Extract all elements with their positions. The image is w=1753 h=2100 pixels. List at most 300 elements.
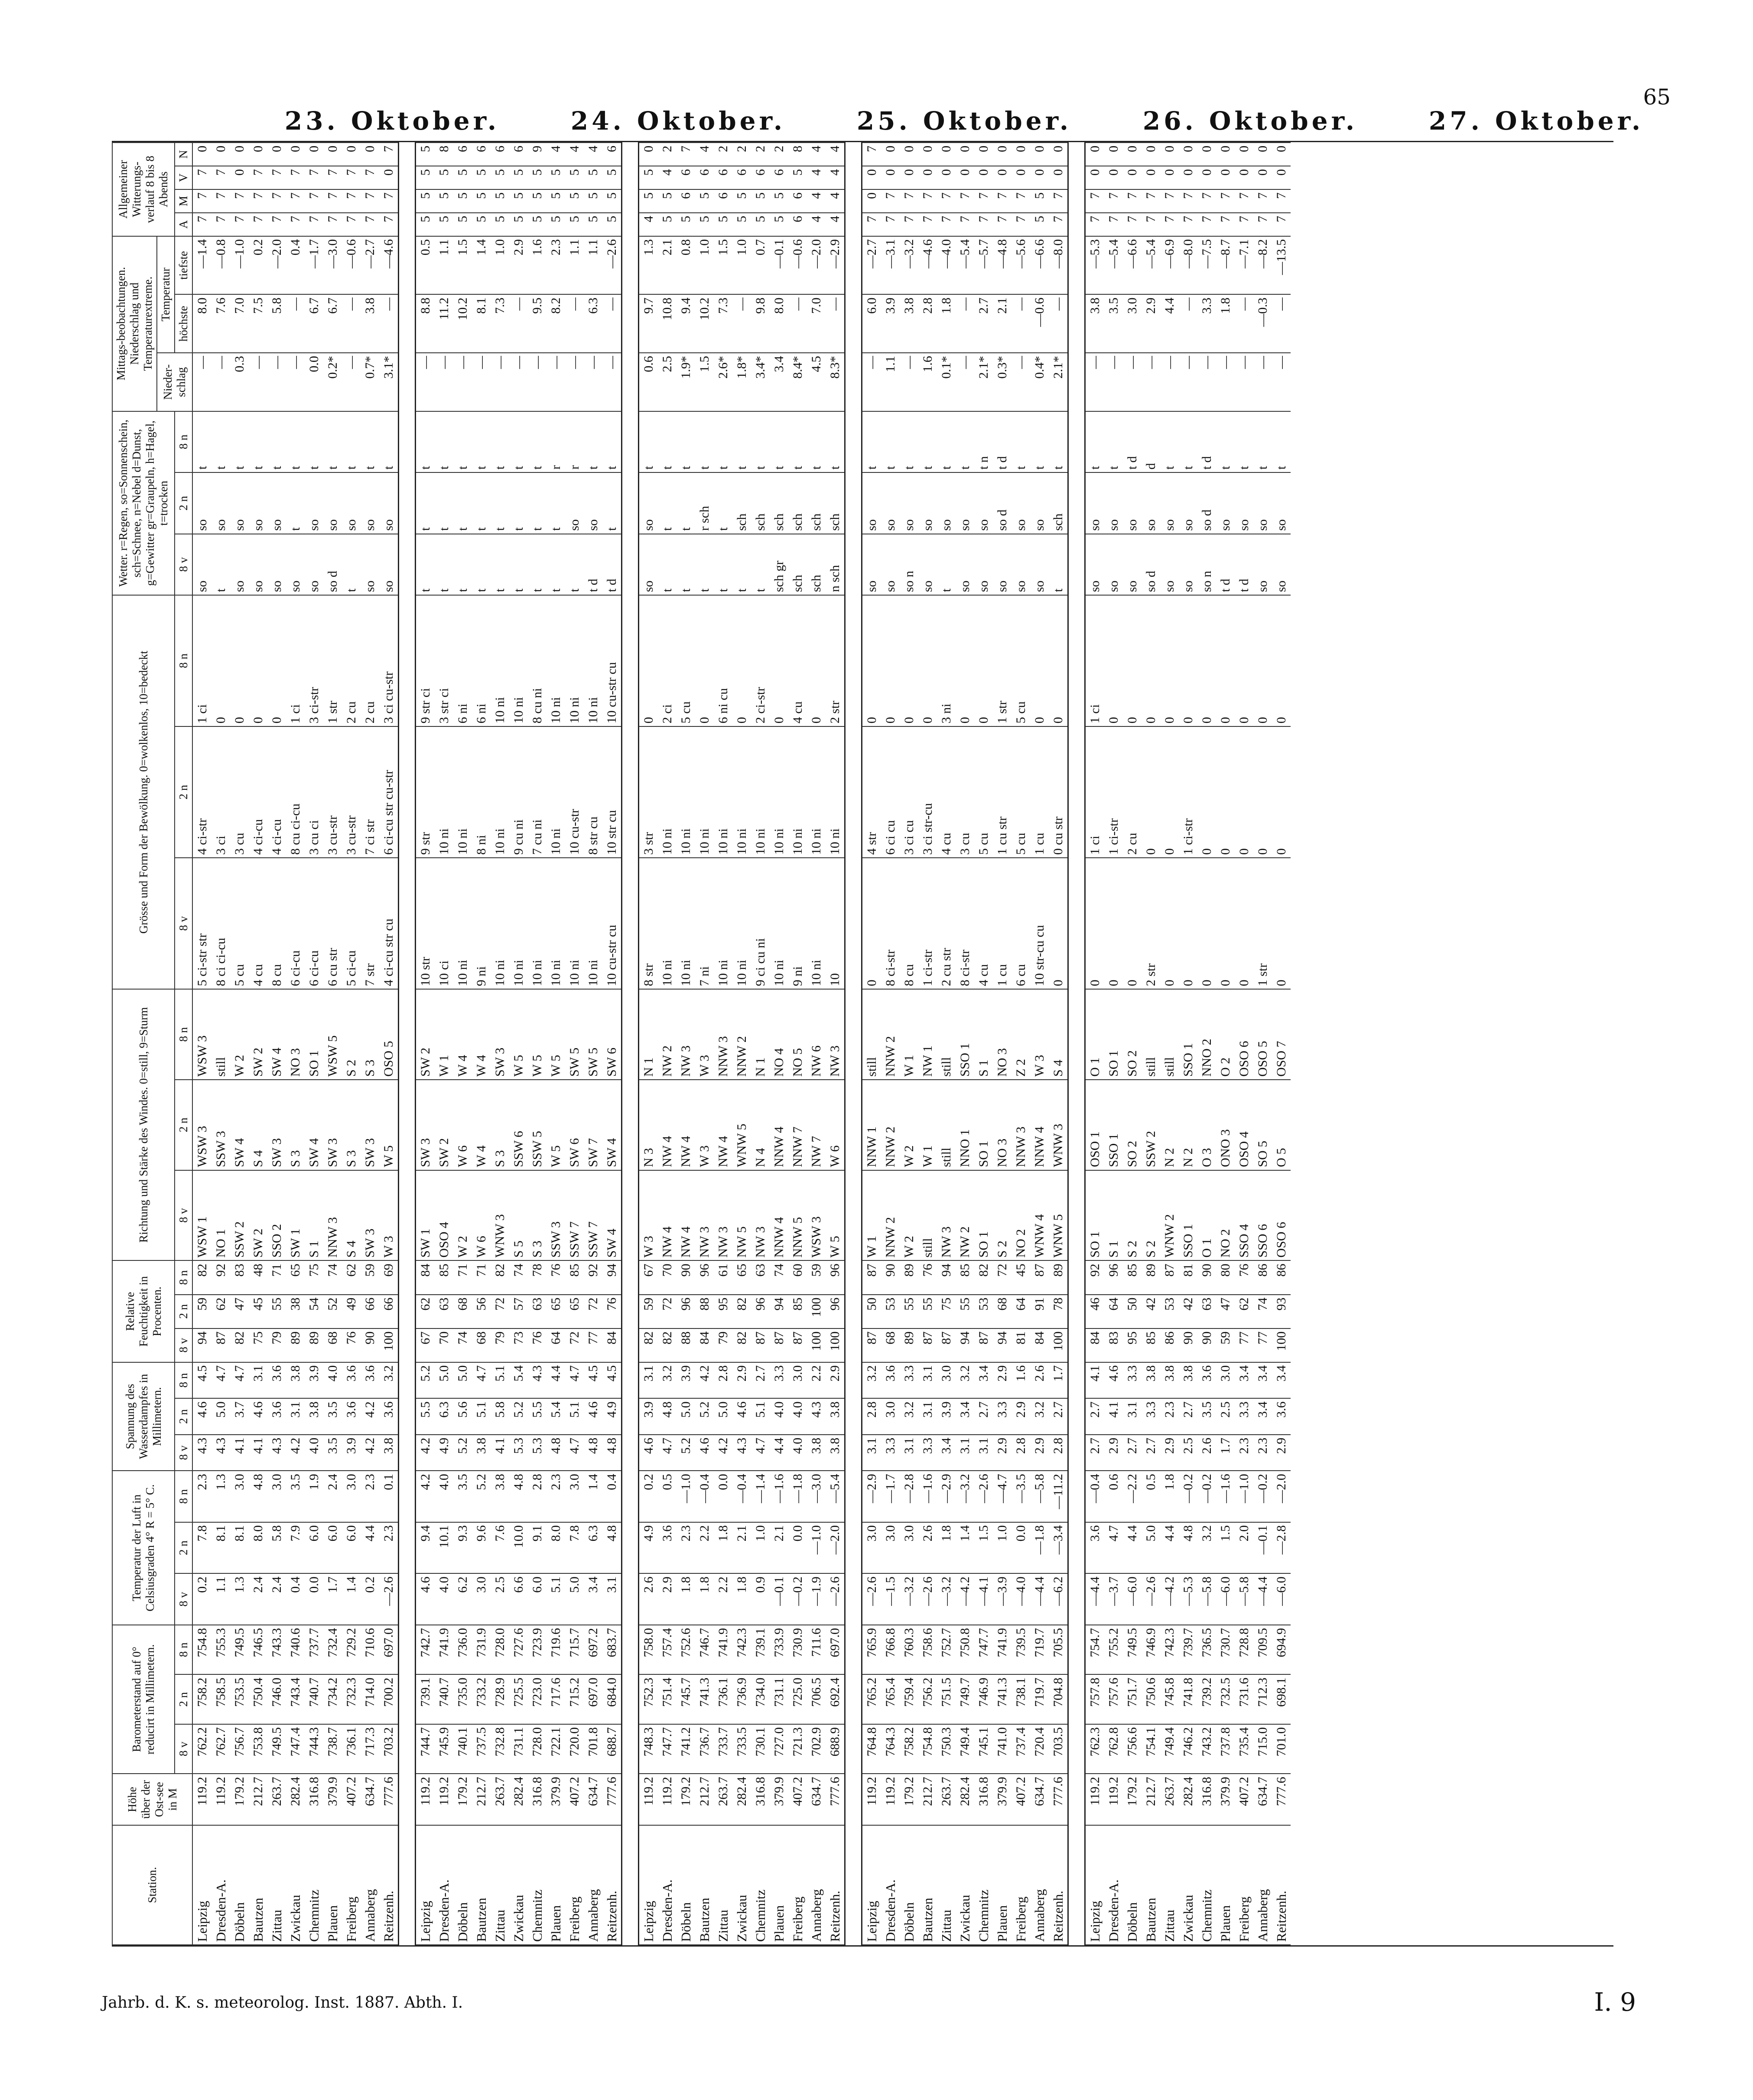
data-cell: 5 — [639, 166, 658, 189]
data-cell: 119.2 — [416, 1774, 435, 1825]
data-cell: 757.4 — [658, 1625, 676, 1675]
data-cell: 752.3 — [639, 1674, 658, 1724]
data-cell: 745.9 — [435, 1724, 453, 1774]
data-cell: 7 — [862, 213, 881, 236]
data-cell: 5 — [416, 166, 435, 189]
data-cell: 1.4 — [956, 1522, 974, 1574]
data-cell: 66 — [379, 1295, 399, 1328]
data-cell: 741.3 — [993, 1674, 1011, 1724]
data-cell: 7 — [286, 213, 305, 236]
data-cell: 0 — [900, 595, 918, 726]
data-cell: t — [676, 534, 695, 595]
data-cell: 733.5 — [732, 1724, 751, 1774]
data-cell: 0 — [1197, 858, 1216, 989]
header-temperatur-sub: Temperatur — [157, 236, 175, 353]
data-cell: t — [453, 472, 472, 534]
data-cell: —1.0 — [676, 1471, 695, 1522]
data-cell: 6 — [714, 189, 732, 213]
data-cell: 0.8 — [676, 236, 695, 295]
data-cell: 263.7 — [1160, 1774, 1179, 1825]
data-cell: 0 — [1142, 166, 1160, 189]
data-cell: 3.3 — [1142, 1398, 1160, 1435]
data-cell: NNW 4 — [1030, 1080, 1049, 1170]
data-cell: 6 ni — [453, 595, 472, 726]
data-cell: S 4 — [342, 1170, 361, 1261]
data-cell: 0 — [1179, 858, 1197, 989]
data-cell: 739.5 — [1011, 1625, 1030, 1675]
data-cell: 752.6 — [676, 1625, 695, 1675]
data-cell: 0 — [918, 166, 937, 189]
data-cell: 2.9 — [1104, 1435, 1123, 1471]
data-cell: 4 str — [862, 726, 881, 858]
data-cell: so — [565, 472, 584, 534]
data-cell: 2.1 — [658, 236, 676, 295]
table-row — [974, 143, 993, 1945]
data-cell: 119.2 — [639, 1774, 658, 1825]
data-cell: 4.6 — [639, 1435, 658, 1471]
data-cell: 0 — [1197, 143, 1216, 166]
data-cell: 2 — [770, 143, 788, 166]
data-cell: 94 — [770, 1295, 788, 1328]
data-cell: 5 — [528, 213, 546, 236]
table-row — [1104, 143, 1123, 1945]
data-cell: — — [286, 353, 305, 411]
data-cell: so — [937, 472, 956, 534]
data-cell: 697.0 — [826, 1625, 845, 1675]
data-cell: —6.0 — [1216, 1573, 1235, 1625]
data-cell: sch — [826, 472, 845, 534]
data-cell: 3.1 — [249, 1362, 267, 1399]
data-cell: 1.8 — [937, 294, 956, 353]
data-cell: — — [826, 294, 845, 353]
header-time: 8 n — [175, 595, 192, 726]
data-cell: 2.9 — [732, 1362, 751, 1399]
data-cell: 0 — [1049, 143, 1068, 166]
table-row — [267, 143, 286, 1945]
data-cell: 634.7 — [361, 1774, 379, 1825]
data-cell: — — [286, 294, 305, 353]
data-cell: t — [491, 411, 509, 472]
data-cell: — — [900, 353, 918, 411]
data-cell: 282.4 — [956, 1774, 974, 1825]
data-cell: 756.6 — [1123, 1724, 1142, 1774]
data-cell: so n — [900, 534, 918, 595]
data-cell: 1 ci — [1085, 726, 1105, 858]
data-cell: 5 — [565, 189, 584, 213]
data-cell: — — [565, 294, 584, 353]
table-row — [416, 143, 435, 1945]
data-cell: 3.4 — [974, 1362, 993, 1399]
data-cell: 92 — [211, 1260, 230, 1294]
data-cell: 0 — [1030, 166, 1049, 189]
separator-cell — [399, 143, 416, 1945]
data-cell: 2.7 — [751, 1362, 770, 1399]
data-cell: 0 — [379, 166, 399, 189]
data-cell: 2.4 — [323, 1471, 342, 1522]
data-cell: 740.7 — [305, 1674, 323, 1724]
header-witterung-a: A — [175, 213, 192, 236]
data-cell: 6.0 — [862, 294, 881, 353]
data-cell: 86 — [1253, 1260, 1272, 1294]
data-cell: 62 — [416, 1295, 435, 1328]
data-cell: 6 — [676, 166, 695, 189]
data-cell: 282.4 — [286, 1774, 305, 1825]
data-cell: — — [565, 353, 584, 411]
data-cell: 5.0 — [565, 1573, 584, 1625]
data-cell: SSO 1 — [1104, 1080, 1123, 1170]
data-cell: 730.1 — [751, 1724, 770, 1774]
data-cell: t — [509, 534, 528, 595]
table-row — [565, 143, 584, 1945]
data-cell: 7 — [1235, 189, 1253, 213]
data-cell: 748.3 — [639, 1724, 658, 1774]
data-cell: 7 — [267, 166, 286, 189]
data-cell: 3.0 — [862, 1522, 881, 1574]
data-cell: 72 — [565, 1328, 584, 1362]
data-cell: 4.1 — [491, 1435, 509, 1471]
data-cell: 737.8 — [1216, 1724, 1235, 1774]
data-cell: 758.5 — [211, 1674, 230, 1724]
data-cell: 1.7 — [1216, 1435, 1235, 1471]
data-cell: 407.2 — [1011, 1774, 1030, 1825]
data-cell: — — [1123, 353, 1142, 411]
data-cell: 741.2 — [676, 1724, 695, 1774]
data-cell: t — [658, 472, 676, 534]
data-cell: 5.4 — [546, 1398, 565, 1435]
data-cell: 3.3 — [881, 1435, 900, 1471]
data-cell: t — [230, 411, 249, 472]
data-cell: t — [1253, 411, 1272, 472]
data-cell: 3.0 — [881, 1522, 900, 1574]
station-cell: Reitzenh. — [1049, 1825, 1068, 1945]
data-cell: 4.8 — [602, 1522, 622, 1574]
data-cell: 4.3 — [267, 1435, 286, 1471]
data-cell: 6.0 — [528, 1573, 546, 1625]
data-cell: t — [416, 534, 435, 595]
table-row — [323, 143, 342, 1945]
data-cell: r — [565, 411, 584, 472]
data-cell: 0 — [918, 143, 937, 166]
data-cell: 6.2 — [453, 1573, 472, 1625]
data-cell: 0 — [1216, 726, 1235, 858]
footer-sheet-mark: I. 9 — [1594, 1987, 1636, 2017]
data-cell: 2.2 — [807, 1362, 826, 1399]
data-cell: 3.6 — [658, 1522, 676, 1574]
data-cell: 1 ci — [192, 595, 211, 726]
data-cell: 2.9 — [993, 1435, 1011, 1471]
data-cell: — — [1104, 353, 1123, 411]
data-cell: SSO 1 — [956, 989, 974, 1080]
data-cell: — — [211, 353, 230, 411]
data-cell: 94 — [993, 1328, 1011, 1362]
data-cell: 736.5 — [1197, 1625, 1216, 1675]
data-cell: 7 — [862, 143, 881, 166]
data-cell: WNW 3 — [1049, 1080, 1068, 1170]
data-cell: 2.7 — [974, 294, 993, 353]
data-cell: 87 — [751, 1328, 770, 1362]
data-cell: 5.8 — [267, 294, 286, 353]
data-cell: 0.0 — [305, 1573, 323, 1625]
data-cell: SSW 2 — [230, 1170, 249, 1261]
data-cell: 10 ni — [528, 858, 546, 989]
data-cell: 8 cu ni — [528, 595, 546, 726]
data-cell: 749.5 — [1123, 1625, 1142, 1675]
data-cell: S 1 — [305, 1170, 323, 1261]
data-cell: —4.4 — [1085, 1573, 1105, 1625]
data-cell: 1.1 — [584, 236, 602, 295]
data-cell: 6 — [453, 143, 472, 166]
table-row — [453, 143, 472, 1945]
data-cell: W 2 — [230, 989, 249, 1080]
data-cell: 0.2 — [639, 1471, 658, 1522]
data-cell: NO 2 — [1011, 1170, 1030, 1261]
data-cell: W 3 — [1030, 989, 1049, 1080]
data-cell: 4.2 — [714, 1435, 732, 1471]
data-cell: 751.7 — [1123, 1674, 1142, 1724]
data-cell: 10 ni — [732, 726, 751, 858]
data-cell: NO 3 — [993, 1080, 1011, 1170]
data-cell: —5.3 — [1179, 1573, 1197, 1625]
data-cell: t — [565, 534, 584, 595]
data-cell: 4.0 — [788, 1435, 807, 1471]
data-cell: 4 cu — [937, 726, 956, 858]
data-cell: 4.0 — [435, 1573, 453, 1625]
data-cell: 10 ni — [453, 858, 472, 989]
data-cell: 6 — [491, 143, 509, 166]
data-cell: 749.5 — [267, 1724, 286, 1774]
data-cell: so — [900, 472, 918, 534]
data-cell: 3.9 — [342, 1435, 361, 1471]
data-cell: 0.2 — [192, 1573, 211, 1625]
data-cell: —2.8 — [900, 1471, 918, 1522]
data-cell: 3.8 — [1085, 294, 1105, 353]
data-cell: 0.2 — [249, 236, 267, 295]
data-cell: 5 — [435, 189, 453, 213]
data-cell: 3.6 — [881, 1362, 900, 1399]
station-cell: Leipzig — [192, 1825, 211, 1945]
data-cell: t — [361, 411, 379, 472]
data-cell: 4 — [565, 143, 584, 166]
data-cell: NO 3 — [993, 989, 1011, 1080]
data-cell: 62 — [211, 1295, 230, 1328]
header-time: 2 n — [175, 1080, 192, 1170]
data-cell: 47 — [1216, 1295, 1235, 1328]
data-cell: 7 — [1197, 213, 1216, 236]
data-cell: —1.7 — [305, 236, 323, 295]
data-cell: 8.1 — [230, 1522, 249, 1574]
data-cell: 5.0 — [211, 1398, 230, 1435]
data-cell: —2.6 — [918, 1573, 937, 1625]
data-cell: 3 cu ci — [305, 726, 323, 858]
data-cell: 79 — [714, 1328, 732, 1362]
data-cell: 96 — [751, 1295, 770, 1328]
data-cell: 9 ni — [788, 858, 807, 989]
data-cell: 7 — [1197, 189, 1216, 213]
data-cell: 4.4 — [1160, 1522, 1179, 1574]
data-cell: —2.0 — [807, 236, 826, 295]
day-heading-27: 27. Oktober. — [1428, 106, 1644, 136]
data-cell: O 1 — [1085, 989, 1105, 1080]
data-cell: 757.6 — [1104, 1674, 1123, 1724]
data-cell: 4 ci-str — [192, 726, 211, 858]
data-cell: 2.3 — [546, 236, 565, 295]
data-cell: —8.0 — [1049, 236, 1068, 295]
data-cell: t — [528, 472, 546, 534]
data-cell: 719.7 — [1030, 1625, 1049, 1675]
data-cell: 7 — [342, 213, 361, 236]
data-cell: 5.1 — [491, 1362, 509, 1399]
data-cell: 6 — [509, 143, 528, 166]
data-cell: 7 — [305, 189, 323, 213]
data-cell: 738.7 — [323, 1724, 342, 1774]
data-cell: 7 — [1085, 189, 1105, 213]
data-cell: t — [323, 411, 342, 472]
data-cell: 8.0 — [192, 294, 211, 353]
data-cell: 5 — [676, 213, 695, 236]
data-cell: 750.4 — [249, 1674, 267, 1724]
data-cell: 740.1 — [453, 1724, 472, 1774]
table-row — [230, 143, 249, 1945]
data-cell: so — [639, 534, 658, 595]
data-cell: 735.4 — [1235, 1724, 1253, 1774]
data-cell: 316.8 — [528, 1774, 546, 1825]
data-cell: 10 ni — [509, 595, 528, 726]
data-cell: 10 ni — [770, 726, 788, 858]
data-cell: so — [249, 472, 267, 534]
data-cell: 749.7 — [956, 1674, 974, 1724]
data-cell: 3.2 — [1197, 1522, 1216, 1574]
station-cell: Annaberg — [1030, 1825, 1049, 1945]
data-cell: 1.9 — [305, 1471, 323, 1522]
data-cell: —1.9 — [807, 1573, 826, 1625]
data-cell: 5 — [453, 213, 472, 236]
data-cell: O 1 — [1197, 1170, 1216, 1261]
data-cell: so — [342, 472, 361, 534]
data-cell: 7 — [1160, 213, 1179, 236]
data-cell: 7 — [361, 189, 379, 213]
data-cell: 5 cu — [1011, 595, 1030, 726]
data-cell: 0 — [1216, 858, 1235, 989]
data-cell: 0 — [305, 143, 323, 166]
data-cell: 5.2 — [676, 1435, 695, 1471]
data-cell: 703.2 — [379, 1724, 399, 1774]
header-temperatur: Temperatur der Luft in Celsiusgraden 4° R = 5° C. — [112, 1471, 175, 1625]
data-cell: 4 — [807, 143, 826, 166]
data-cell: NW 2 — [658, 989, 676, 1080]
data-cell: S 3 — [342, 1080, 361, 1170]
table-row — [918, 143, 937, 1945]
data-cell: 7 — [286, 166, 305, 189]
data-cell: 717.3 — [361, 1724, 379, 1774]
data-cell: 10 ni — [491, 595, 509, 726]
data-cell: 734.0 — [751, 1674, 770, 1724]
data-cell: 745.8 — [1160, 1674, 1179, 1724]
day-separator — [845, 143, 862, 1945]
data-cell: 758.0 — [639, 1625, 658, 1675]
data-cell: 2.9 — [1011, 1398, 1030, 1435]
data-cell: 10 ni — [658, 726, 676, 858]
data-cell: W 6 — [826, 1080, 845, 1170]
data-cell: 9.4 — [416, 1522, 435, 1574]
data-cell: 5.0 — [435, 1362, 453, 1399]
data-cell: 0 — [1049, 858, 1068, 989]
data-cell: SW 4 — [602, 1170, 622, 1261]
data-cell: S 2 — [1142, 1170, 1160, 1261]
data-cell: 3.1 — [956, 1435, 974, 1471]
data-cell: so — [974, 534, 993, 595]
data-cell: 85 — [788, 1295, 807, 1328]
data-cell: 7.6 — [211, 294, 230, 353]
data-cell: 4.8 — [546, 1435, 565, 1471]
data-cell: 6.3 — [584, 294, 602, 353]
data-cell: 5 — [732, 213, 751, 236]
data-cell: 89 — [1049, 1260, 1068, 1294]
data-cell: SSW 7 — [565, 1170, 584, 1261]
data-cell: 74 — [1253, 1295, 1272, 1328]
header-wind: Richtung und Stärke des Windes. 0=still, 9=Sturm — [112, 989, 175, 1260]
data-cell: 7 ni — [695, 858, 714, 989]
data-cell: 738.1 — [1011, 1674, 1030, 1724]
data-cell: — — [602, 294, 622, 353]
data-cell: 4.6 — [584, 1398, 602, 1435]
data-cell: 59 — [192, 1295, 211, 1328]
data-cell: so d — [993, 472, 1011, 534]
data-cell: 0 — [230, 143, 249, 166]
data-cell: 3.2 — [1030, 1398, 1049, 1435]
data-cell: 749.5 — [230, 1625, 249, 1675]
data-cell: 3 ci cu-str — [379, 595, 399, 726]
data-cell: so — [918, 472, 937, 534]
data-cell: 91 — [1030, 1295, 1049, 1328]
data-cell: 3 ci — [211, 726, 230, 858]
data-cell: 742.3 — [732, 1625, 751, 1675]
separator-cell — [845, 143, 862, 1945]
data-cell: 719.6 — [546, 1625, 565, 1675]
data-cell: 4.6 — [695, 1435, 714, 1471]
data-cell: 6 — [676, 189, 695, 213]
data-cell: 688.9 — [826, 1724, 845, 1774]
data-cell: NW 3 — [826, 989, 845, 1080]
data-cell: 7 — [230, 189, 249, 213]
data-cell: —3.0 — [807, 1471, 826, 1522]
data-cell: 6 — [732, 166, 751, 189]
data-cell: sch — [788, 472, 807, 534]
data-cell: 1.6 — [1011, 1362, 1030, 1399]
data-cell: 4.0 — [770, 1398, 788, 1435]
data-cell: 7 — [918, 189, 937, 213]
data-cell: 3.1 — [900, 1435, 918, 1471]
data-cell: 0.2* — [323, 353, 342, 411]
data-cell: 76 — [602, 1295, 622, 1328]
data-cell: 725.5 — [509, 1674, 528, 1724]
data-cell: 3.1 — [1123, 1398, 1142, 1435]
data-cell: SW 4 — [602, 1080, 622, 1170]
data-cell: W 1 — [918, 1080, 937, 1170]
data-cell: 64 — [1104, 1295, 1123, 1328]
data-cell: 6 ci-cu str cu-str — [379, 726, 399, 858]
data-cell: 78 — [1049, 1295, 1068, 1328]
data-cell: 90 — [676, 1260, 695, 1294]
data-cell: 0 — [1235, 595, 1253, 726]
data-cell: 3.8 — [305, 1398, 323, 1435]
data-cell: 5 — [1030, 189, 1049, 213]
data-cell: sch — [770, 472, 788, 534]
data-cell: 10 ni — [565, 858, 584, 989]
data-cell: 5.1 — [472, 1398, 491, 1435]
data-cell: sch — [1049, 472, 1068, 534]
data-cell: 2.7 — [1085, 1435, 1105, 1471]
data-cell: sch — [788, 534, 807, 595]
